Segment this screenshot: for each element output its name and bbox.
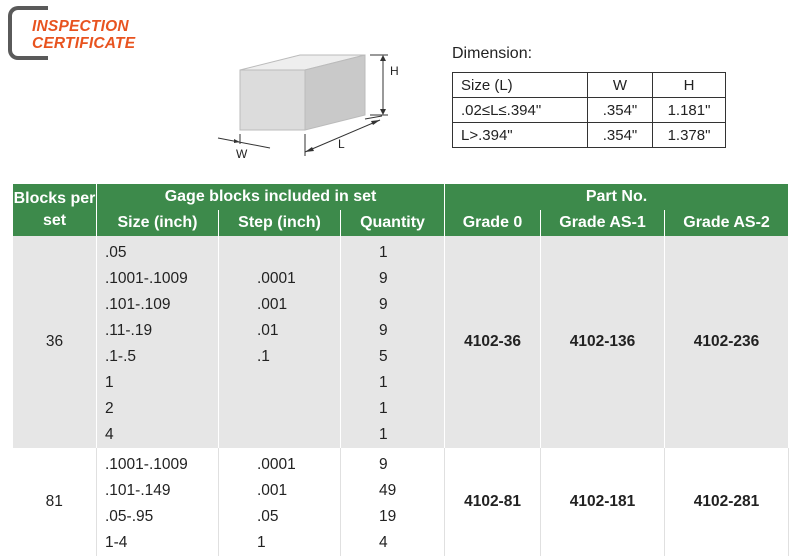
list-item: .05 — [257, 508, 279, 525]
size-list — [97, 448, 219, 556]
logo-text — [32, 18, 135, 52]
list-item: .1001-.1009 — [105, 456, 188, 473]
list-item: 1 — [379, 244, 388, 261]
table-row — [13, 236, 789, 448]
list-item: .11-.19 — [105, 322, 153, 339]
part-grade-as1: 4102-181 — [541, 448, 665, 556]
dimension-table — [452, 72, 726, 148]
dim-cell: 1.181" — [653, 98, 726, 123]
quantity-list — [341, 448, 445, 556]
logo-line-2: CERTIFICATE — [32, 35, 136, 52]
dim-label-w: W — [236, 147, 248, 161]
inspection-certificate-logo — [8, 6, 183, 58]
list-item: 1 — [379, 400, 388, 417]
list-item: 4 — [105, 426, 114, 443]
list-item: 9 — [379, 296, 388, 313]
part-grade-as1: 4102-136 — [541, 236, 665, 448]
list-item: 5 — [379, 348, 388, 365]
list-item: 1 — [379, 426, 388, 443]
header-quantity: Quantity — [341, 210, 445, 236]
list-item: .01 — [257, 322, 279, 339]
table-row — [13, 448, 789, 556]
part-grade-0: 4102-36 — [445, 236, 541, 448]
list-item: 9 — [379, 270, 388, 287]
list-item: .1001-.1009 — [105, 270, 188, 287]
dim-header-w: W — [588, 73, 653, 98]
list-item: 4 — [379, 534, 388, 551]
list-item: .101-.109 — [105, 296, 171, 313]
gage-block-diagram — [210, 30, 420, 175]
part-grade-as2: 4102-236 — [665, 236, 789, 448]
list-item: .001 — [257, 296, 288, 313]
header-size: Size (inch) — [97, 210, 219, 236]
dim-cell: 1.378" — [653, 123, 726, 148]
list-item — [257, 370, 340, 396]
dim-header-size: Size (L) — [453, 73, 588, 98]
dim-cell: L>.394" — [453, 123, 588, 148]
dimension-row — [453, 123, 726, 148]
header-part-no: Part No. — [445, 184, 789, 210]
part-grade-as2: 4102-281 — [665, 448, 789, 556]
dim-label-h: H — [390, 64, 399, 78]
list-item: 1 — [379, 374, 388, 391]
list-item: .0001 — [257, 456, 296, 473]
list-item: .101-.149 — [105, 482, 171, 499]
dimension-title: Dimension: — [452, 45, 533, 62]
gage-block-sets-table — [12, 184, 789, 556]
list-item: 19 — [379, 508, 397, 525]
list-item: .05-.95 — [105, 508, 154, 525]
list-item — [257, 422, 340, 448]
list-item: .0001 — [257, 270, 296, 287]
list-item: 1 — [257, 534, 266, 551]
dim-header-h: H — [653, 73, 726, 98]
size-list — [97, 236, 219, 448]
header-grade-as1: Grade AS-1 — [541, 210, 665, 236]
list-item: .1 — [257, 348, 270, 365]
part-grade-0: 4102-81 — [445, 448, 541, 556]
quantity-list — [341, 236, 445, 448]
list-item: .001 — [257, 482, 288, 499]
dim-cell: .354" — [588, 123, 653, 148]
blocks-count: 81 — [13, 448, 97, 556]
dim-cell: .02≤L≤.394" — [453, 98, 588, 123]
list-item: 1-4 — [105, 534, 128, 551]
header-blocks-per-set: Blocks per set — [13, 184, 97, 236]
header-gage-blocks: Gage blocks included in set — [97, 184, 445, 210]
list-item: 1 — [105, 374, 114, 391]
list-item: .05 — [105, 244, 127, 261]
dim-cell: .354" — [588, 98, 653, 123]
dim-label-l: L — [338, 137, 345, 151]
dimension-header-row — [453, 73, 726, 98]
list-item: 49 — [379, 482, 397, 499]
list-item — [257, 240, 340, 266]
list-item: 2 — [105, 400, 114, 417]
list-item: 9 — [379, 322, 388, 339]
step-list — [219, 448, 341, 556]
header-row-2 — [13, 210, 789, 236]
logo-line-1: INSPECTION — [32, 18, 129, 35]
blocks-count: 36 — [13, 236, 97, 448]
list-item: 9 — [379, 456, 388, 473]
header-step: Step (inch) — [219, 210, 341, 236]
header-row-1 — [13, 184, 789, 210]
step-list — [219, 236, 341, 448]
list-item — [257, 396, 340, 422]
header-grade-0: Grade 0 — [445, 210, 541, 236]
dimension-row — [453, 98, 726, 123]
list-item: .1-.5 — [105, 348, 137, 365]
header-grade-as2: Grade AS-2 — [665, 210, 789, 236]
